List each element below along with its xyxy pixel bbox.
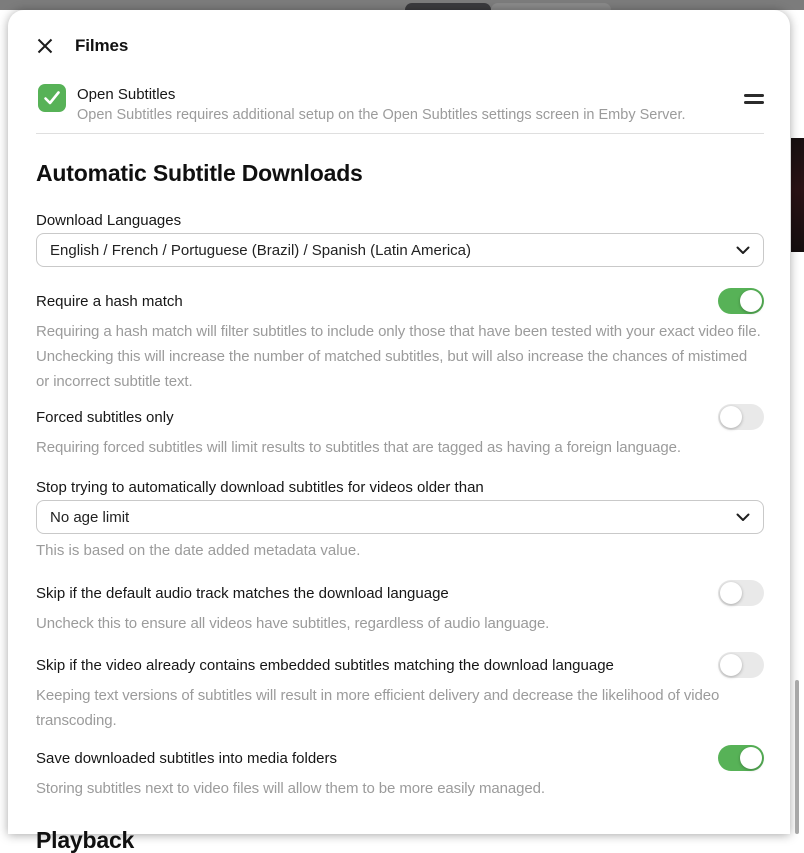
download-languages-label: Download Languages — [36, 212, 182, 229]
setting-description: Requiring a hash match will filter subtitles to include only those that have been tested with your exact video file. Unchecking this will increase the number of matched subtitles, but will also increase the chances of mistimed or incorrect subtitle text. — [36, 323, 761, 390]
setting-label: Skip if the video already contains embedded subtitles matching the download language — [36, 656, 614, 674]
setting-description: Requiring forced subtitles will limit results to subtitles that are tagged as having a foreign language. — [36, 439, 681, 456]
skip-default-audio-toggle[interactable] — [718, 580, 764, 606]
toggle-knob — [740, 747, 762, 769]
forced-subtitles-only-toggle[interactable] — [718, 404, 764, 430]
skip-embedded-subtitles-toggle[interactable] — [718, 652, 764, 678]
page-scrollbar[interactable] — [795, 680, 799, 834]
downloader-text — [77, 84, 744, 125]
download-languages-value: English / French / Portuguese (Brazil) / Spanish (Latin America) — [50, 241, 472, 259]
x-icon — [36, 37, 54, 55]
age-limit-select[interactable] — [36, 500, 764, 534]
section-title-automatic-subtitle-downloads: Automatic Subtitle Downloads — [36, 160, 363, 186]
setting-description: Keeping text versions of subtitles will result in more efficient delivery and decrease the likelihood of video transcoding. — [36, 687, 720, 729]
toggle-knob — [740, 290, 762, 312]
setting-forced-subtitles-only — [36, 404, 764, 460]
background-content-sliver — [791, 138, 804, 252]
age-limit-helper: This is based on the date added metadata value. — [36, 542, 361, 559]
downloader-name: Open Subtitles — [77, 86, 176, 103]
age-limit-label: Stop trying to automatically download subtitles for videos older than — [36, 479, 484, 496]
setting-require-hash-match — [36, 288, 764, 394]
dialog-content — [8, 10, 790, 853]
setting-label: Skip if the default audio track matches the download language — [36, 584, 449, 602]
open-subtitles-checkbox[interactable] — [38, 84, 66, 112]
setting-label: Require a hash match — [36, 292, 183, 310]
require-hash-match-toggle[interactable] — [718, 288, 764, 314]
chevron-down-icon — [736, 246, 750, 255]
page-title: Filmes — [75, 36, 129, 55]
checkmark-icon — [43, 90, 61, 106]
chevron-down-icon — [736, 513, 750, 522]
dialog-header — [36, 37, 764, 55]
setting-head — [36, 745, 764, 771]
setting-head — [36, 652, 764, 678]
toggle-knob — [720, 406, 742, 428]
setting-head — [36, 288, 764, 314]
setting-save-into-media-folders — [36, 745, 764, 801]
section-title-playback-partial: Playback — [36, 827, 135, 853]
close-button[interactable] — [36, 37, 54, 55]
setting-description: Uncheck this to ensure all videos have subtitles, regardless of audio language. — [36, 615, 550, 632]
setting-head — [36, 404, 764, 430]
downloader-description: Open Subtitles requires additional setup on the Open Subtitles settings screen in Emby Server. — [77, 107, 686, 123]
subtitle-downloader-row — [36, 84, 764, 134]
setting-label: Save downloaded subtitles into media folders — [36, 749, 338, 767]
setting-head — [36, 580, 764, 606]
setting-label: Forced subtitles only — [36, 408, 174, 426]
download-languages-select[interactable] — [36, 233, 764, 267]
toggle-knob — [720, 654, 742, 676]
setting-description: Storing subtitles next to video files will allow them to be more easily managed. — [36, 780, 545, 797]
drag-bar — [744, 94, 764, 97]
age-limit-value: No age limit — [50, 508, 130, 526]
background-page-strip — [0, 0, 804, 10]
drag-handle-icon[interactable] — [744, 94, 764, 104]
drag-bar — [744, 101, 764, 104]
save-into-media-folders-toggle[interactable] — [718, 745, 764, 771]
setting-skip-embedded-subtitles — [36, 652, 764, 733]
setting-skip-default-audio — [36, 580, 764, 636]
subtitle-settings-dialog — [8, 10, 790, 853]
toggle-knob — [720, 582, 742, 604]
